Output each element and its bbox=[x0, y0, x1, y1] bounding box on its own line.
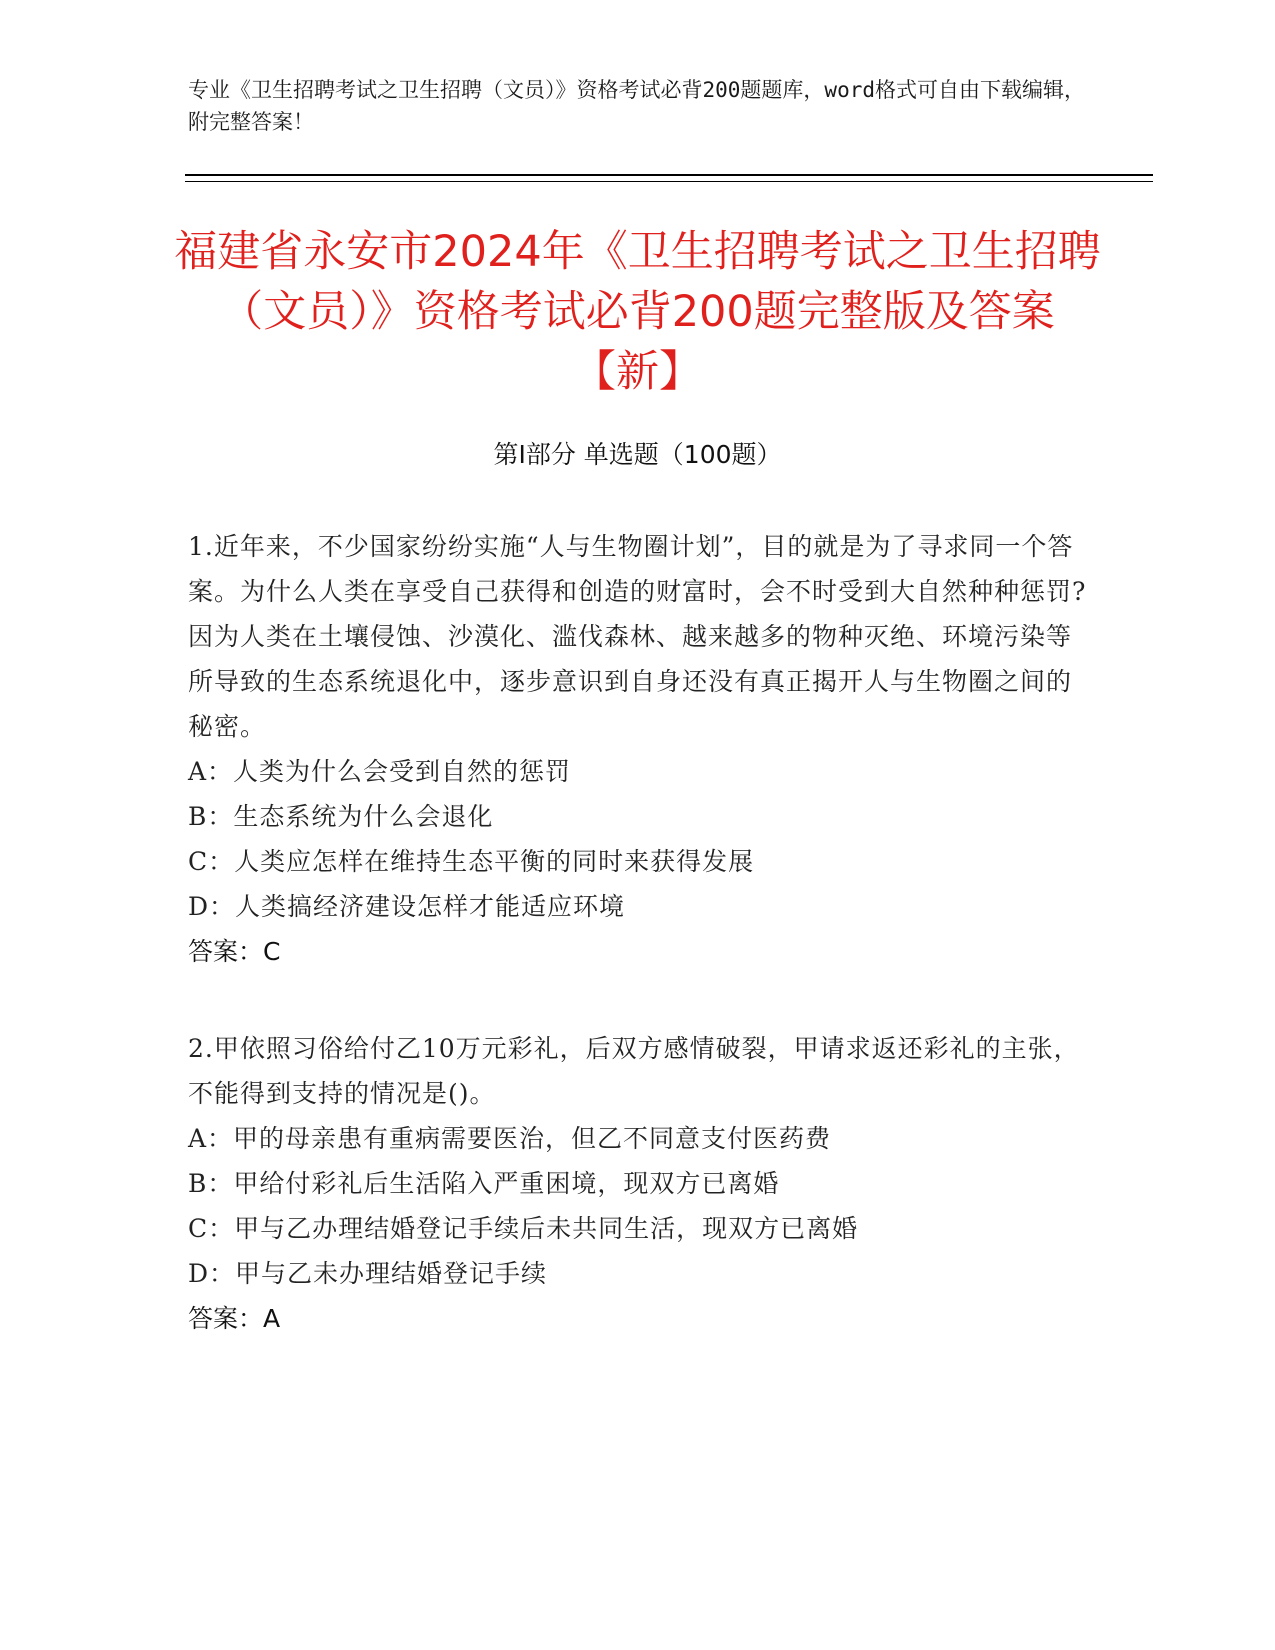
question-stem: 1.近年来，不少国家纷纷实施“人与生物圈计划”，目的就是为了寻求同一个答案。为什么人类在享受自己获得和创造的财富时，会不时受到大自然种种惩罚?因为人类在土壤侵蚀、沙漠化、滥伐森林、越来越多的物种灭绝、环境污染等所导致的生态系统退化中，逐步意识到自身还没有真正揭开人与生物圈之间的秘密。 bbox=[188, 532, 1087, 741]
header-note: 专业《卫生招聘考试之卫生招聘（文员）》资格考试必背200题题库，word格式可自由下载编辑，附完整答案！ bbox=[188, 78, 1085, 134]
question-2 bbox=[188, 1026, 1088, 1341]
option-d: D：甲与乙未办理结婚登记手续 bbox=[188, 1259, 548, 1288]
answer-line: 答案：C bbox=[188, 937, 281, 966]
answer-line: 答案：A bbox=[188, 1304, 281, 1333]
header-divider-thin bbox=[185, 181, 1153, 182]
header-divider-thick bbox=[185, 174, 1153, 176]
option-d: D：人类搞经济建设怎样才能适应环境 bbox=[188, 892, 626, 921]
option-a: A：甲的母亲患有重病需要医治，但乙不同意支付医药费 bbox=[188, 1124, 832, 1153]
option-a: A：人类为什么会受到自然的惩罚 bbox=[188, 757, 572, 786]
option-c: C：甲与乙办理结婚登记手续后未共同生活，现双方已离婚 bbox=[188, 1214, 859, 1243]
option-b: B：甲给付彩礼后生活陷入严重困境，现双方已离婚 bbox=[188, 1169, 780, 1198]
document-title: 福建省永安市2024年《卫生招聘考试之卫生招聘（文员）》资格考试必背200题完整版及答案【新】 bbox=[174, 227, 1101, 397]
question-1 bbox=[188, 524, 1088, 974]
question-stem: 2.甲依照习俗给付乙10万元彩礼，后双方感情破裂，甲请求返还彩礼的主张，不能得到支持的情况是()。 bbox=[188, 1034, 1080, 1108]
option-b: B：生态系统为什么会退化 bbox=[188, 802, 494, 831]
option-c: C：人类应怎样在维持生态平衡的同时来获得发展 bbox=[188, 847, 755, 876]
section-heading: 第I部分 单选题（100题） bbox=[493, 440, 782, 469]
